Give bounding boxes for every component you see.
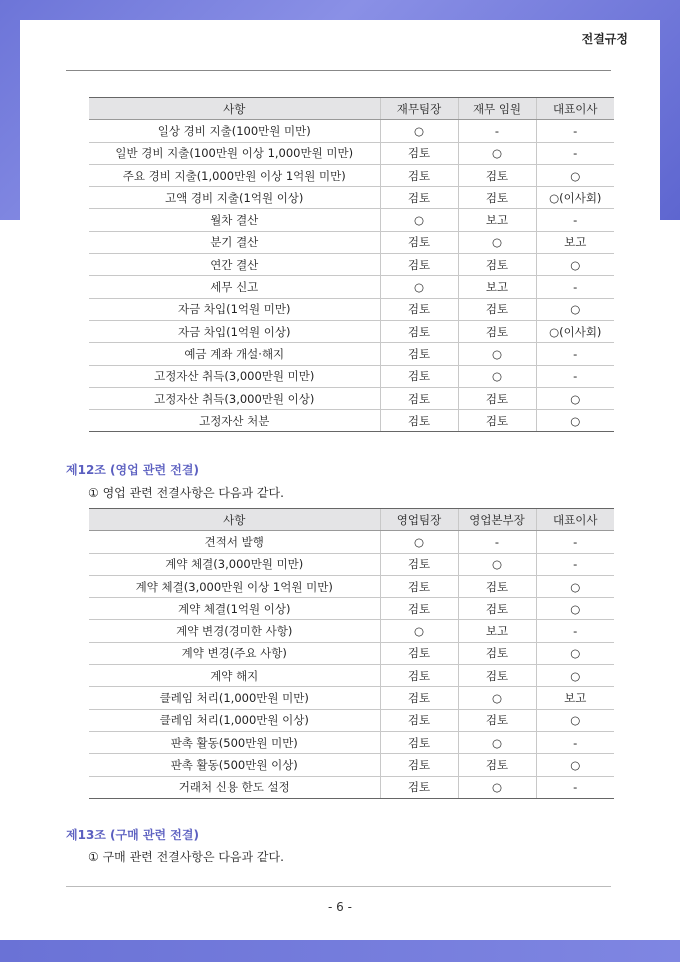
approval-cell: - [536,142,614,164]
sales-approval-table [89,508,614,799]
item-cell: 계약 변경(주요 사항) [89,642,380,664]
item-cell: 계약 체결(3,000만원 이상 1억원 미만) [89,575,380,597]
approval-cell: 검토 [458,387,536,409]
approval-cell: - [536,209,614,231]
approval-cell: 검토 [380,343,458,365]
table-row [89,254,614,276]
item-cell: 클레임 처리(1,000만원 미만) [89,687,380,709]
background-band-bottom [0,940,680,962]
column-header: 재무 임원 [458,98,536,120]
table-row [89,365,614,387]
table-row [89,575,614,597]
approval-cell: ○ [458,231,536,253]
item-cell: 판촉 활동(500만원 이상) [89,754,380,776]
approval-cell: 검토 [380,387,458,409]
item-cell: 고정자산 처분 [89,410,380,432]
approval-cell: - [536,731,614,753]
approval-cell: 검토 [458,642,536,664]
table-row [89,120,614,142]
approval-cell: - [536,276,614,298]
approval-cell: - [536,365,614,387]
approval-cell: ○ [536,665,614,687]
approval-cell: ○ [536,598,614,620]
item-cell: 고액 경비 지출(1억원 이상) [89,187,380,209]
approval-cell: 검토 [380,575,458,597]
approval-cell: 검토 [380,320,458,342]
table-row [89,320,614,342]
item-cell: 고정자산 취득(3,000만원 이상) [89,387,380,409]
table-row [89,776,614,798]
approval-cell: ○ [380,209,458,231]
approval-cell: 검토 [380,709,458,731]
item-cell: 거래처 신용 한도 설정 [89,776,380,798]
approval-cell: 검토 [458,320,536,342]
item-cell: 주요 경비 지출(1,000만원 이상 1억원 미만) [89,164,380,186]
item-cell: 계약 해지 [89,665,380,687]
item-cell: 견적서 발행 [89,531,380,553]
approval-cell: ○ [380,276,458,298]
approval-cell: - [536,120,614,142]
approval-cell: 검토 [458,575,536,597]
item-cell: 자금 차입(1억원 미만) [89,298,380,320]
item-cell: 계약 체결(1억원 이상) [89,598,380,620]
approval-cell: - [536,343,614,365]
approval-cell: ○(이사회) [536,187,614,209]
approval-cell: ○ [380,531,458,553]
approval-cell: ○ [458,687,536,709]
approval-cell: 검토 [458,187,536,209]
table-row [89,531,614,553]
section-13-title: 제13조 (구매 관련 전결) [66,828,199,842]
item-cell: 자금 차입(1억원 이상) [89,320,380,342]
approval-cell: ○(이사회) [536,320,614,342]
table-row [89,343,614,365]
approval-cell: 보고 [458,209,536,231]
item-cell: 세무 신고 [89,276,380,298]
table-row [89,731,614,753]
table-row [89,276,614,298]
footer-divider [66,886,611,887]
approval-cell: 검토 [458,254,536,276]
approval-cell: 보고 [458,620,536,642]
table-row [89,687,614,709]
approval-cell: 검토 [380,187,458,209]
item-cell: 일상 경비 지출(100만원 미만) [89,120,380,142]
section-12-title: 제12조 (영업 관련 전결) [66,463,199,477]
approval-cell: 보고 [536,231,614,253]
approval-cell: ○ [536,164,614,186]
approval-cell: - [458,120,536,142]
approval-cell: ○ [536,709,614,731]
approval-cell: ○ [458,776,536,798]
approval-cell: ○ [536,642,614,664]
table-row [89,620,614,642]
approval-cell: 검토 [458,410,536,432]
approval-cell: ○ [380,120,458,142]
approval-cell: ○ [458,365,536,387]
approval-cell: - [536,620,614,642]
table-row [89,709,614,731]
approval-cell: - [536,553,614,575]
approval-cell: 검토 [380,142,458,164]
section-12-description: ① 영업 관련 전결사항은 다음과 같다. [88,486,284,500]
approval-cell: ○ [380,620,458,642]
approval-cell: 검토 [458,298,536,320]
item-cell: 예금 계좌 개설·해지 [89,343,380,365]
table-row [89,754,614,776]
column-header: 영업본부장 [458,509,536,531]
table-row [89,187,614,209]
table-row [89,298,614,320]
item-cell: 계약 체결(3,000만원 미만) [89,553,380,575]
approval-cell: 검토 [380,598,458,620]
table-header-row [89,98,614,120]
item-cell: 판촉 활동(500만원 미만) [89,731,380,753]
approval-cell: 보고 [458,276,536,298]
column-header: 사항 [89,509,380,531]
table-row [89,665,614,687]
approval-cell: ○ [536,754,614,776]
table-row [89,164,614,186]
column-header: 영업팀장 [380,509,458,531]
approval-cell: ○ [458,343,536,365]
table-row [89,387,614,409]
item-cell: 월차 결산 [89,209,380,231]
table-row [89,231,614,253]
column-header: 대표이사 [536,98,614,120]
table-row [89,642,614,664]
section-13-description: ① 구매 관련 전결사항은 다음과 같다. [88,850,284,864]
approval-cell: - [536,531,614,553]
table-header-row [89,509,614,531]
column-header: 대표이사 [536,509,614,531]
header-divider [66,70,611,71]
item-cell: 고정자산 취득(3,000만원 미만) [89,365,380,387]
item-cell: 분기 결산 [89,231,380,253]
approval-cell: 검토 [458,598,536,620]
table-row [89,142,614,164]
approval-cell: 보고 [536,687,614,709]
table-row [89,410,614,432]
approval-cell: 검토 [380,642,458,664]
approval-cell: 검토 [458,164,536,186]
approval-cell: - [458,531,536,553]
approval-cell: ○ [536,575,614,597]
finance-approval-table [89,97,614,432]
approval-cell: ○ [536,298,614,320]
approval-cell: 검토 [380,254,458,276]
approval-cell: 검토 [380,776,458,798]
approval-cell: ○ [536,410,614,432]
item-cell: 계약 변경(경미한 사항) [89,620,380,642]
approval-cell: ○ [458,142,536,164]
item-cell: 클레임 처리(1,000만원 이상) [89,709,380,731]
approval-cell: 검토 [380,687,458,709]
approval-cell: 검토 [380,410,458,432]
table-row [89,209,614,231]
approval-cell: 검토 [380,754,458,776]
approval-cell: 검토 [380,665,458,687]
approval-cell: 검토 [380,731,458,753]
approval-cell: ○ [458,731,536,753]
approval-cell: 검토 [458,665,536,687]
approval-cell: 검토 [380,365,458,387]
item-cell: 연간 결산 [89,254,380,276]
approval-cell: 검토 [380,164,458,186]
approval-cell: ○ [536,254,614,276]
approval-cell: 검토 [458,709,536,731]
document-header-title: 전결규정 [581,32,628,46]
approval-cell: 검토 [380,231,458,253]
approval-cell: 검토 [380,553,458,575]
table-row [89,598,614,620]
column-header: 재무팀장 [380,98,458,120]
approval-cell: - [536,776,614,798]
page-number: - 6 - [328,900,352,914]
approval-cell: 검토 [458,754,536,776]
approval-cell: ○ [536,387,614,409]
approval-cell: 검토 [380,298,458,320]
approval-cell: ○ [458,553,536,575]
item-cell: 일반 경비 지출(100만원 이상 1,000만원 미만) [89,142,380,164]
column-header: 사항 [89,98,380,120]
table-row [89,553,614,575]
